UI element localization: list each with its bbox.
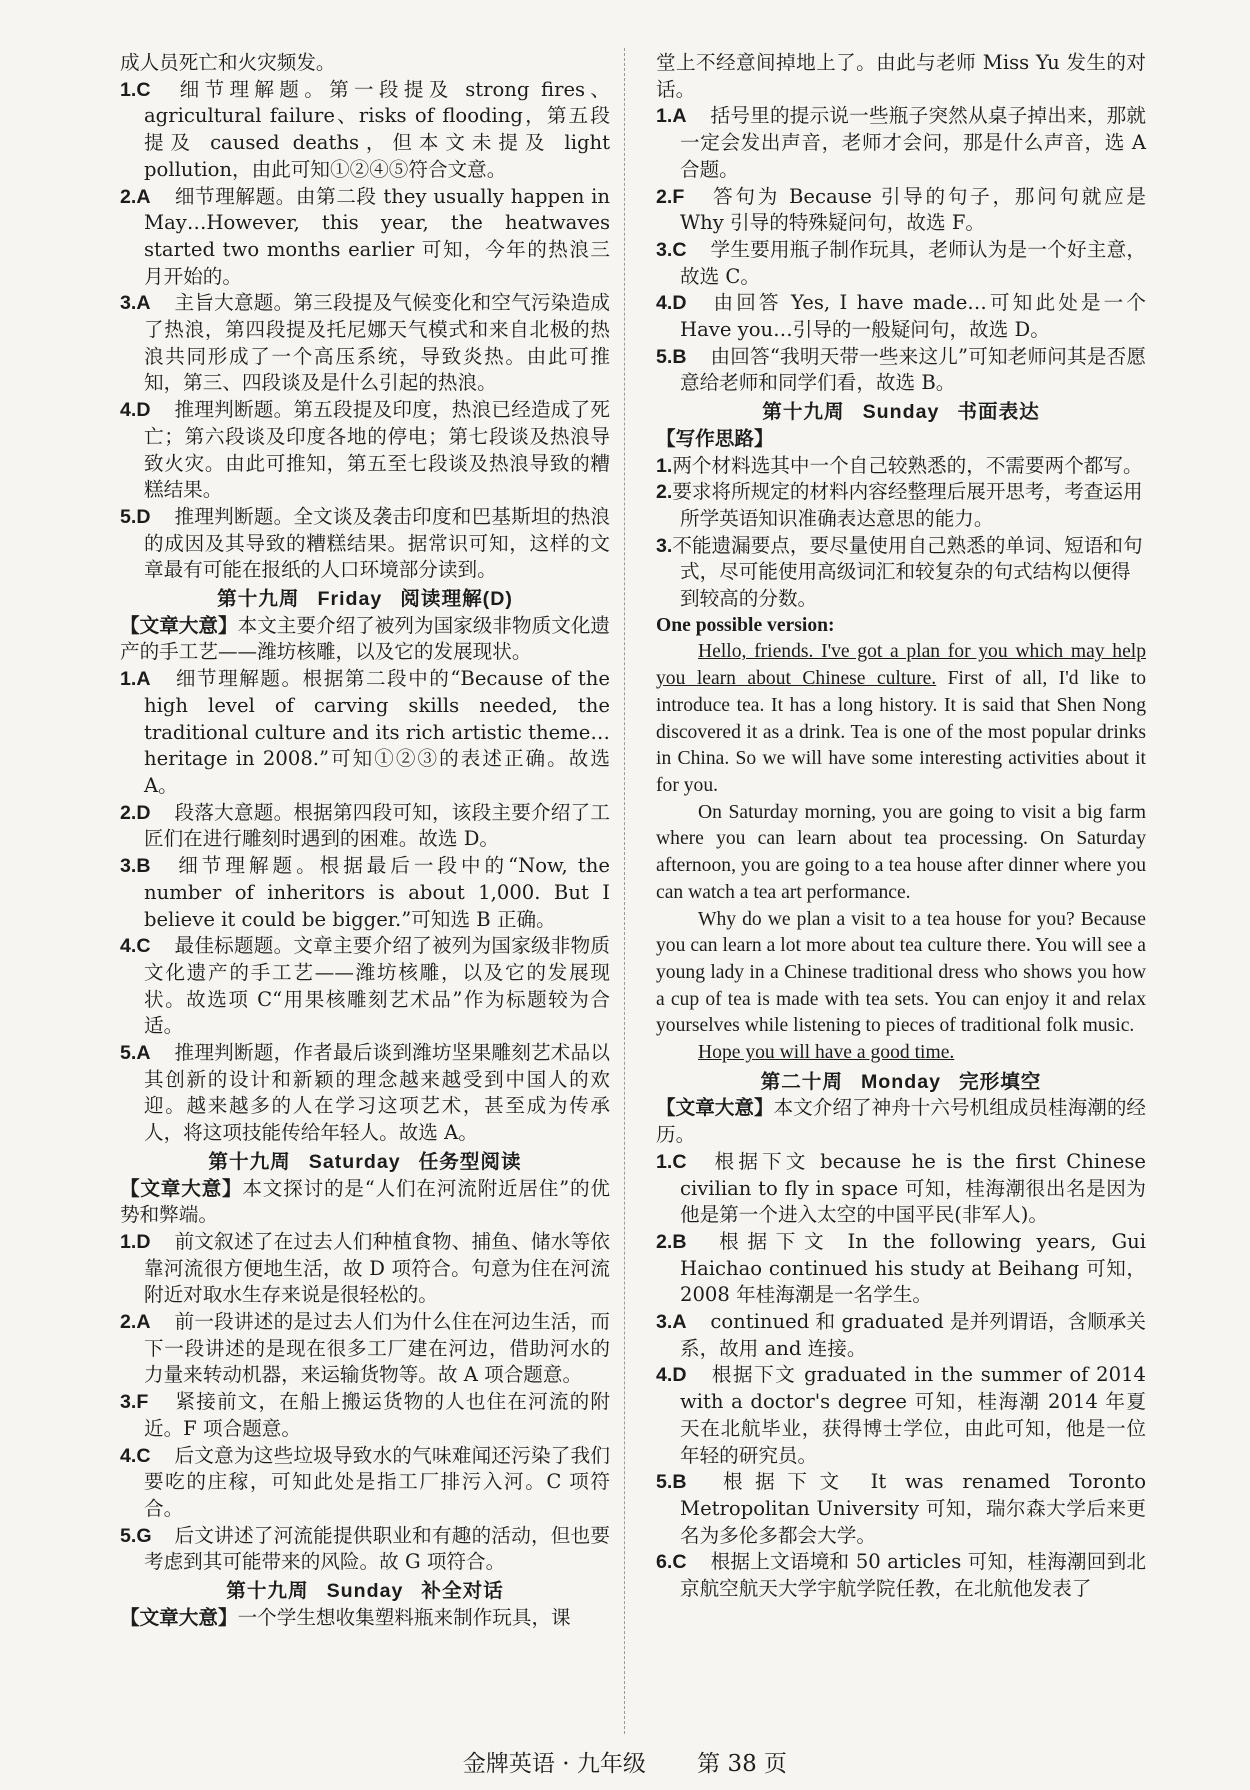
answer-item: 5.A 推理判断题，作者最后谈到潍坊坚果雕刻艺术品以其创新的设计和新颖的理念越来越受到中国人的欢迎。越来越多的人在学习这项艺术，甚至成为传承人，将这项技能传给年轻人。故选 A。 bbox=[120, 1041, 610, 1145]
right-column bbox=[656, 50, 1146, 1603]
book-title: 金牌英语 · 九年级 bbox=[462, 1751, 646, 1777]
answer-item: 3.F 紧接前文，在船上搬运货物的人也住在河流的附近。F 项合题意。 bbox=[120, 1390, 610, 1440]
answer-item: 5.B 由回答“我明天带一些来这儿”可知老师问其是否愿意给老师和同学们看，故选 B。 bbox=[656, 344, 1146, 395]
section-heading-writing: 第十九周 Sunday 书面表达 bbox=[762, 401, 1040, 424]
left-column bbox=[120, 50, 610, 1631]
writing-idea: 1.两个材料选其中一个自己较熟悉的，不需要两个都写。 bbox=[656, 453, 1143, 477]
answer-item: 5.D 推理判断题。全文谈及袭击印度和巴基斯坦的热浪的成因及其导致的糟糕结果。据常识可知，这样的文章最有可能在报纸的人口环境部分读到。 bbox=[120, 504, 610, 582]
essay-paragraph: Why do we plan a visit to a tea house for you? Because you can learn a lot more about tea culture there. You will see a young lady in a Chinese traditional dress who shows you how a cup of tea is made with tea sets. You can enjoy it and relax yourselves while listening to pieces of traditional folk music. bbox=[656, 908, 1146, 1037]
summary: 【文章大意】本文探讨的是“人们在河流附近居住”的优势和弊端。 bbox=[120, 1176, 610, 1227]
friday-c-answers bbox=[120, 77, 610, 584]
essay-paragraph: Hope you will have a good time. bbox=[698, 1042, 955, 1064]
summary: 【文章大意】本文介绍了神舟十六号机组成员桂海潮的经历。 bbox=[656, 1096, 1147, 1147]
summary-continued: 堂上不经意间掉地上了。由此与老师 Miss Yu 发生的对话。 bbox=[656, 51, 1146, 101]
answer-item: 3.A continued 和 graduated 是并列谓语，含顺承关系，故用 and 连接。 bbox=[656, 1310, 1146, 1360]
answer-item: 2.D 段落大意题。根据第四段可知，该段主要介绍了工匠们在进行雕刻时遇到的困难。故选 D。 bbox=[120, 800, 610, 851]
answer-item: 5.B 根据下文 It was renamed Toronto Metropolitan University 可知，瑞尔森大学后来更名为多伦多都会大学。 bbox=[656, 1470, 1146, 1547]
essay-paragraph: Hello, friends. I've got a plan for you which may help you learn about Chinese culture. First of all, I'd like to introduce tea. It has a long history. It is said that Shen Nong discovered it as a drink. Tea is one of the most popular drinks in China. So we will have some interesting activities about it for you. bbox=[656, 641, 1146, 796]
answer-item: 3.A 主旨大意题。第三段提及气候变化和空气污染造成了热浪，第四段提及托尼娜天气模式和来自北极的热浪共同形成了一个高压系统，导致炎热。由此可推知，第三、四段谈及是什么引起的热浪。 bbox=[120, 291, 610, 395]
writing-idea: 2.要求将所规定的材料内容经整理后展开思考，考查运用所学英语知识准确表达意思的能力。 bbox=[656, 480, 1143, 530]
answer-item: 3.B 细节理解题。根据最后一段中的“Now, the number of inheritors is about 1,000. But I believe it could be bigger.”可知选 B 正确。 bbox=[120, 854, 610, 931]
answer-item: 5.G 后文讲述了河流能提供职业和有趣的活动，但也要考虑到其可能带来的风险。故 G 项符合。 bbox=[120, 1523, 610, 1574]
page-number: 第 38 页 bbox=[697, 1751, 788, 1777]
answer-item: 2.F 答句为 Because 引导的句子，那问句就应是 Why 引导的特殊疑问句，故选 F。 bbox=[656, 184, 1146, 235]
intro-tail: 成人员死亡和火灾频发。 bbox=[120, 51, 336, 74]
answer-item: 6.C 根据上文语境和 50 articles 可知，桂海潮回到北京航空航天大学宇航学院任教，在北航他发表了 bbox=[656, 1550, 1146, 1601]
section-heading-saturday: 第十九周 Saturday 任务型阅读 bbox=[208, 1150, 522, 1173]
essay-paragraph: On Saturday morning, you are going to visit a big farm where you can learn about tea processing. On Saturday afternoon, you are going to a tea house after dinner where you can watch a tea art performance. bbox=[656, 801, 1146, 903]
answer-item: 1.C 根据下文 because he is the first Chinese civilian to fly in space 可知，桂海潮很出名是因为他是第一个进入太空的中国平民(非军人)。 bbox=[656, 1149, 1146, 1227]
column-divider bbox=[624, 48, 625, 1734]
summary: 【文章大意】一个学生想收集塑料瓶来制作玩具，课 bbox=[120, 1605, 571, 1629]
writing-idea-label: 【写作思路】 bbox=[656, 427, 774, 450]
section-heading-sunday-dialogue: 第十九周 Sunday 补全对话 bbox=[226, 1580, 504, 1603]
answer-item: 4.C 后文意为这些垃圾导致水的气味难闻还污染了我们要吃的庄稼，可知此处是指工厂排污入河。C 项符合。 bbox=[120, 1443, 610, 1520]
section-heading-friday-d: 第十九周 Friday 阅读理解(D) bbox=[217, 588, 513, 611]
answer-item: 2.A 前一段讲述的是过去人们为什么住在河边生活，而下一段讲述的是现在很多工厂建在河边，借助河水的力量来转动机器，来运输货物等。故 A 项合题意。 bbox=[120, 1310, 610, 1387]
answer-item: 4.D 根据下文 graduated in the summer of 2014 with a doctor's degree 可知，桂海潮 2014 年夏天在北航毕业，获得博士学位，由此可知，他是一位年轻的研究员。 bbox=[656, 1363, 1146, 1467]
answer-item: 4.D 由回答 Yes, I have made…可知此处是一个 Have you…引导的一般疑问句，故选 D。 bbox=[656, 291, 1146, 342]
writing-idea: 3.不能遗漏要点，要尽量使用自己熟悉的单词、短语和句式，尽可能使用高级词汇和较复杂的句式结构以便得到较高的分数。 bbox=[656, 533, 1143, 611]
answer-item: 2.A 细节理解题。由第二段 they usually happen in May…However, this year, the heatwaves started two months earlier 可知，今年的热浪三月开始的。 bbox=[120, 184, 610, 288]
summary: 【文章大意】本文主要介绍了被列为国家级非物质文化遗产的手工艺——潍坊核雕，以及它的发展现状。 bbox=[120, 613, 611, 664]
page-footer bbox=[0, 1745, 1250, 1778]
answer-item: 4.D 推理判断题。第五段提及印度，热浪已经造成了死亡；第六段谈及印度各地的停电；第七段谈及热浪导致火灾。由此可推知，第五至七段谈及热浪导致的糟糕结果。 bbox=[120, 398, 610, 502]
answer-item: 4.C 最佳标题题。文章主要介绍了被列为国家级非物质文化遗产的手工艺——潍坊核雕，以及它的发展现状。故选项 C“用果核雕刻艺术品”作为标题较为合适。 bbox=[120, 934, 610, 1038]
version-label: One possible version: bbox=[656, 614, 835, 636]
answer-item: 1.D 前文叙述了在过去人们种植食物、捕鱼、储水等依靠河流很方便地生活，故 D 项符合。句意为住在河流附近对取水生存来说是很轻松的。 bbox=[120, 1229, 610, 1307]
answer-item: 1.A 括号里的提示说一些瓶子突然从桌子掉出来，那就一定会发出声音，老师才会问，那是什么声音，选 A 合题。 bbox=[656, 104, 1146, 181]
answer-item: 1.A 细节理解题。根据第二段中的“Because of the high level of carving skills needed, the traditional culture and its rich artistic theme…heritage in 2008.”可知①②③的表述正确。故选 A。 bbox=[120, 667, 610, 797]
answer-item: 3.C 学生要用瓶子制作玩具，老师认为是一个好主意，故选 C。 bbox=[656, 237, 1146, 288]
answer-item: 2.B 根据下文 In the following years, Gui Haichao continued his study at Beihang 可知，2008 年桂海潮是一名学生。 bbox=[656, 1229, 1146, 1307]
answer-item: 1.C 细节理解题。第一段提及 strong fires、agricultural failure、risks of flooding，第五段提及 caused deaths，但本文未提及 light pollution，由此可知①②④⑤符合文意。 bbox=[120, 77, 610, 181]
section-heading-week20: 第二十周 Monday 完形填空 bbox=[760, 1070, 1042, 1093]
